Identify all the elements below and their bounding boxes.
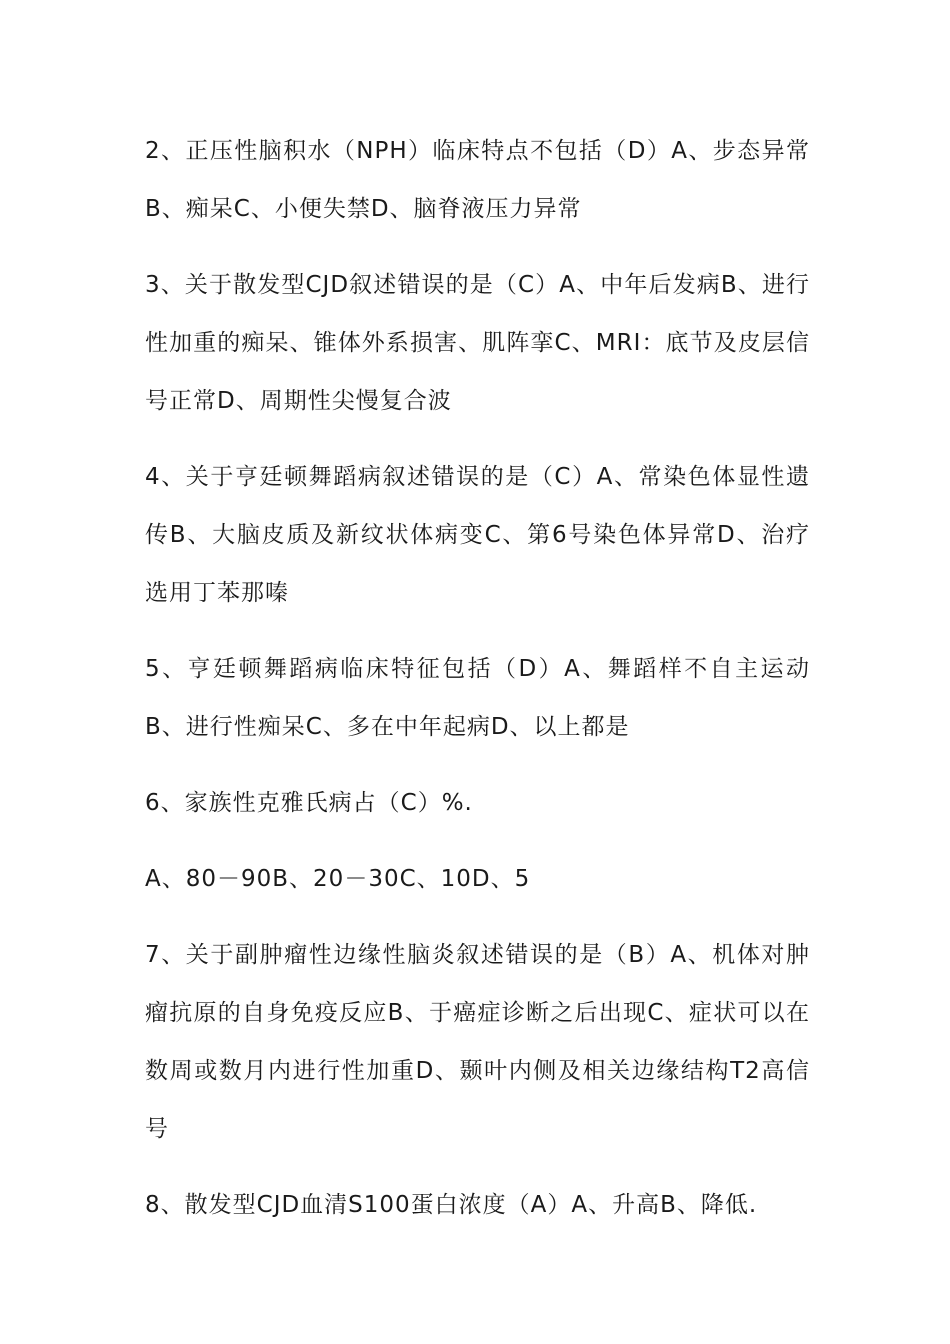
question-3: 3、关于散发型CJD叙述错误的是（C）A、中年后发病B、进行性加重的痴呆、锥体外系损害、肌阵挛C、MRI：底节及皮层信号正常D、周期性尖慢复合波 bbox=[145, 272, 810, 414]
question-5: 5、亨廷顿舞蹈病临床特征包括（D）A、舞蹈样不自主运动B、进行性痴呆C、多在中年起病D、以上都是 bbox=[145, 656, 810, 740]
question-6-options: A、80－90B、20－30C、10D、5 bbox=[145, 866, 531, 892]
question-list bbox=[145, 122, 810, 1252]
question-4: 4、关于亨廷顿舞蹈病叙述错误的是（C）A、常染色体显性遗传B、大脑皮质及新纹状体病变C、第6号染色体异常D、治疗选用丁苯那嗪 bbox=[145, 464, 810, 606]
question-8: 8、散发型CJD血清S100蛋白浓度（A）A、升高B、降低. bbox=[145, 1192, 758, 1218]
question-2: 2、正压性脑积水（NPH）临床特点不包括（D）A、步态异常B、痴呆C、小便失禁D、脑脊液压力异常 bbox=[145, 138, 810, 222]
question-6: 6、家族性克雅氏病占（C）%. bbox=[145, 790, 473, 816]
question-7: 7、关于副肿瘤性边缘性脑炎叙述错误的是（B）A、机体对肿瘤抗原的自身免疫反应B、于癌症诊断之后出现C、症状可以在数周或数月内进行性加重D、颞叶内侧及相关边缘结构T2高信号 bbox=[145, 942, 810, 1142]
